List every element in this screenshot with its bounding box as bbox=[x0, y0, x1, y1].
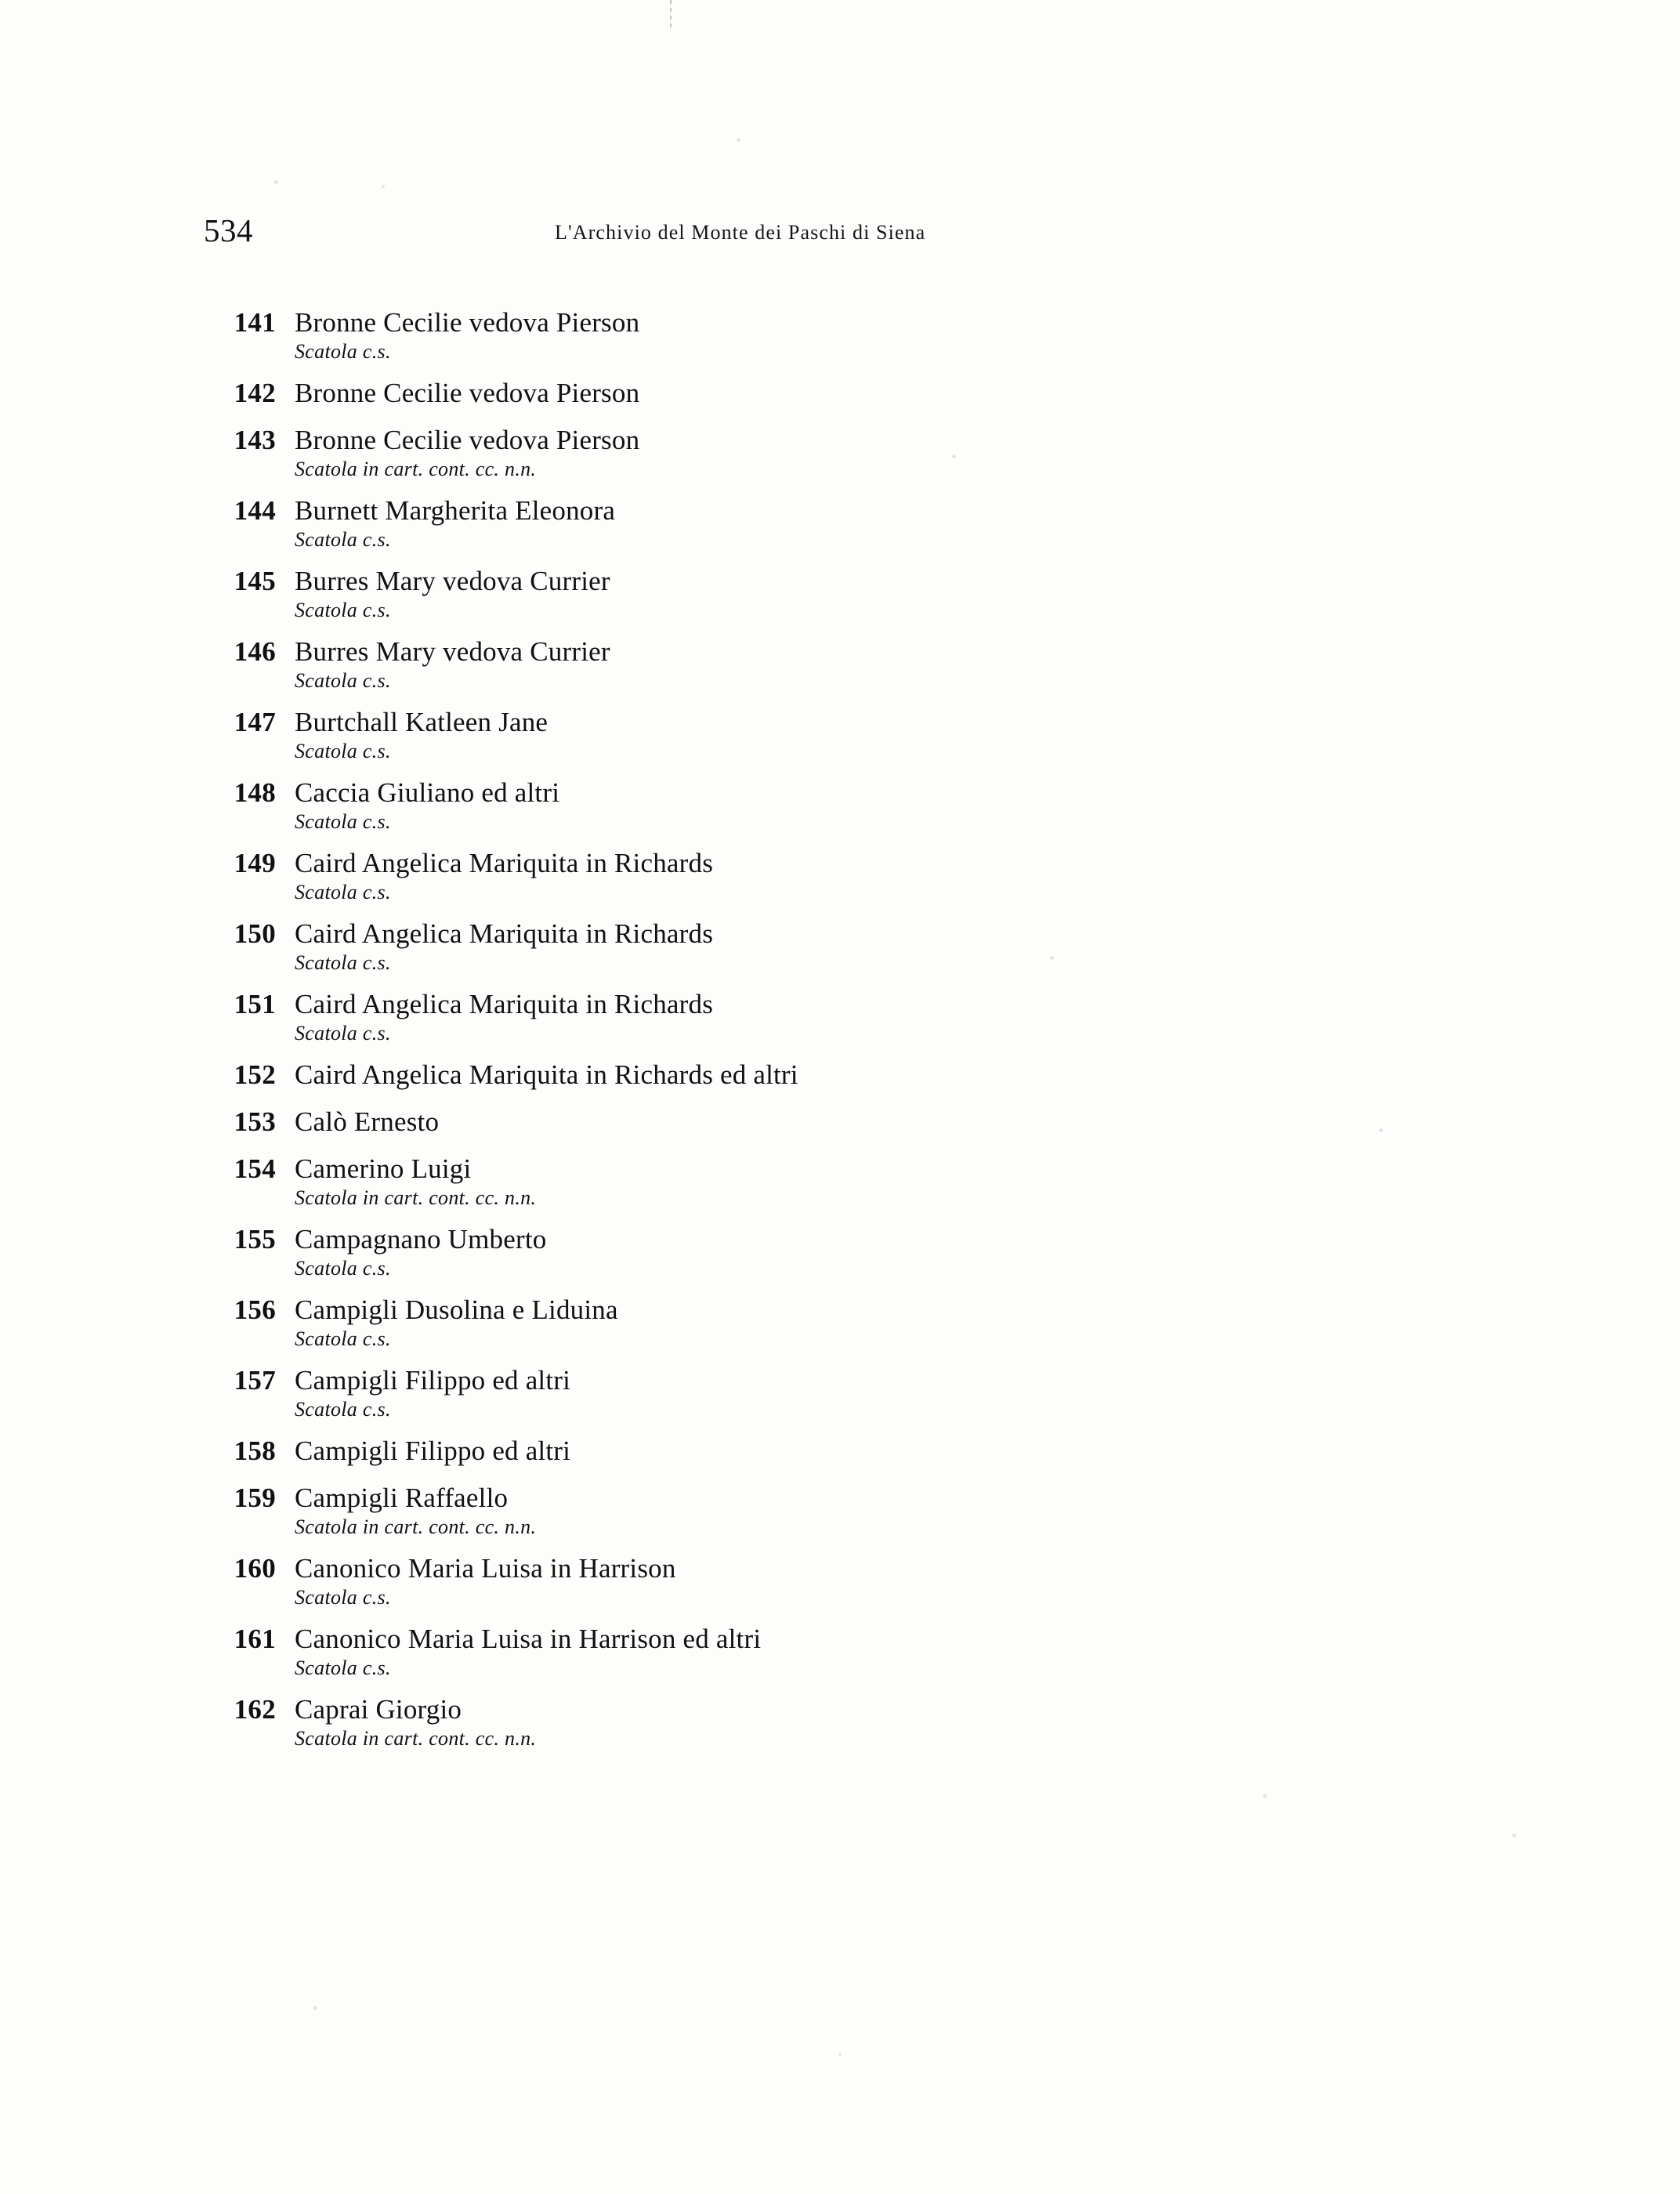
entry-main-line bbox=[204, 989, 1395, 1020]
running-head-title: L'Archivio del Monte dei Paschi di Siena bbox=[555, 221, 926, 244]
entry-title: Calò Ernesto bbox=[295, 1106, 440, 1137]
scan-artifact-dashed-line bbox=[670, 0, 672, 30]
entry-note: Scatola c.s. bbox=[295, 528, 391, 551]
entry-note: Scatola c.s. bbox=[295, 881, 391, 903]
entry-main-line bbox=[204, 1694, 1395, 1725]
scan-speck bbox=[952, 454, 956, 458]
entry-main-line bbox=[204, 918, 1395, 950]
entry-title: Caird Angelica Mariquita in Richards ed altri bbox=[295, 1059, 798, 1090]
entry-title: Campigli Raffaello bbox=[295, 1483, 509, 1513]
entry-title: Caird Angelica Mariquita in Richards bbox=[295, 848, 714, 878]
entry-note: Scatola c.s. bbox=[295, 951, 391, 974]
entry-number: 154 bbox=[234, 1153, 276, 1184]
entry-title: Campagnano Umberto bbox=[295, 1224, 547, 1254]
entry-number: 148 bbox=[234, 777, 276, 808]
entry-main-line bbox=[204, 1365, 1395, 1396]
entry-title: Campigli Filippo ed altri bbox=[295, 1436, 571, 1466]
scan-speck bbox=[1512, 1834, 1516, 1837]
entry-note: Scatola c.s. bbox=[295, 1656, 391, 1679]
catalog-entry bbox=[204, 989, 1395, 1045]
entry-number: 147 bbox=[234, 707, 276, 737]
running-head bbox=[204, 212, 1395, 259]
entry-title: Burtchall Katleen Jane bbox=[295, 707, 549, 737]
catalog-entry bbox=[204, 1694, 1395, 1750]
entry-main-line bbox=[204, 1436, 1395, 1467]
scan-speck bbox=[838, 2053, 842, 2056]
entry-note: Scatola c.s. bbox=[295, 340, 391, 363]
entry-title: Bronne Cecilie vedova Pierson bbox=[295, 425, 640, 455]
entry-number: 150 bbox=[234, 918, 276, 949]
catalog-entry bbox=[204, 495, 1395, 552]
entry-main-line bbox=[204, 566, 1395, 597]
entry-note: Scatola c.s. bbox=[295, 1586, 391, 1609]
scan-speck bbox=[382, 185, 385, 188]
entry-title: Burres Mary vedova Currier bbox=[295, 636, 610, 667]
entry-note: Scatola c.s. bbox=[295, 1398, 391, 1421]
entry-note: Scatola c.s. bbox=[295, 599, 391, 621]
catalog-entry bbox=[204, 307, 1395, 364]
entry-note: Scatola in cart. cont. cc. n.n. bbox=[295, 1515, 537, 1538]
entry-note: Scatola in cart. cont. cc. n.n. bbox=[295, 1186, 537, 1209]
entry-main-line bbox=[204, 1483, 1395, 1514]
entry-note: Scatola c.s. bbox=[295, 1257, 391, 1280]
entry-note: Scatola c.s. bbox=[295, 669, 391, 692]
entry-number: 162 bbox=[234, 1694, 276, 1725]
catalog-entry bbox=[204, 1553, 1395, 1609]
entry-main-line bbox=[204, 1224, 1395, 1255]
entry-main-line bbox=[204, 1553, 1395, 1584]
catalog-entry bbox=[204, 1153, 1395, 1210]
entry-note: Scatola in cart. cont. cc. n.n. bbox=[295, 1727, 537, 1750]
entry-title: Canonico Maria Luisa in Harrison bbox=[295, 1553, 676, 1584]
entry-number: 155 bbox=[234, 1224, 276, 1254]
catalog-entry bbox=[204, 1483, 1395, 1539]
entry-title: Canonico Maria Luisa in Harrison ed altri bbox=[295, 1624, 762, 1654]
catalog-entry bbox=[204, 1059, 1395, 1091]
catalog-entry bbox=[204, 1106, 1395, 1138]
catalog-entry bbox=[204, 1436, 1395, 1467]
entry-main-line bbox=[204, 707, 1395, 738]
catalog-entry bbox=[204, 1624, 1395, 1680]
page-number: 534 bbox=[204, 212, 253, 248]
entry-title: Campigli Filippo ed altri bbox=[295, 1365, 571, 1396]
entry-title: Bronne Cecilie vedova Pierson bbox=[295, 307, 640, 338]
entry-number: 161 bbox=[234, 1624, 276, 1654]
page-content bbox=[204, 212, 1395, 1765]
entry-list bbox=[204, 307, 1395, 1750]
entry-main-line bbox=[204, 425, 1395, 456]
catalog-entry bbox=[204, 777, 1395, 834]
entry-main-line bbox=[204, 1153, 1395, 1185]
entry-number: 145 bbox=[234, 566, 276, 596]
entry-main-line bbox=[204, 495, 1395, 527]
entry-title: Caird Angelica Mariquita in Richards bbox=[295, 918, 714, 949]
catalog-entry bbox=[204, 566, 1395, 622]
catalog-entry bbox=[204, 378, 1395, 409]
entry-note: Scatola c.s. bbox=[295, 1022, 391, 1045]
entry-number: 151 bbox=[234, 989, 276, 1019]
catalog-entry bbox=[204, 1365, 1395, 1421]
entry-title: Campigli Dusolina e Liduina bbox=[295, 1294, 618, 1325]
entry-title: Bronne Cecilie vedova Pierson bbox=[295, 378, 640, 408]
entry-main-line bbox=[204, 1059, 1395, 1091]
scan-speck bbox=[1263, 1794, 1267, 1798]
entry-number: 156 bbox=[234, 1294, 276, 1325]
entry-number: 153 bbox=[234, 1106, 276, 1137]
catalog-entry bbox=[204, 1294, 1395, 1351]
entry-note: Scatola c.s. bbox=[295, 810, 391, 833]
entry-main-line bbox=[204, 848, 1395, 879]
catalog-entry bbox=[204, 636, 1395, 693]
scan-speck bbox=[737, 138, 740, 142]
entry-number: 142 bbox=[234, 378, 276, 408]
entry-number: 141 bbox=[234, 307, 276, 338]
entry-number: 152 bbox=[234, 1059, 276, 1090]
entry-main-line bbox=[204, 1624, 1395, 1655]
catalog-entry bbox=[204, 707, 1395, 763]
entry-number: 144 bbox=[234, 495, 276, 526]
entry-main-line bbox=[204, 1294, 1395, 1326]
entry-note: Scatola c.s. bbox=[295, 740, 391, 762]
entry-title: Camerino Luigi bbox=[295, 1153, 472, 1184]
entry-note: Scatola in cart. cont. cc. n.n. bbox=[295, 458, 537, 480]
entry-number: 160 bbox=[234, 1553, 276, 1584]
entry-main-line bbox=[204, 378, 1395, 409]
catalog-entry bbox=[204, 848, 1395, 904]
scan-speck bbox=[1379, 1128, 1383, 1132]
entry-title: Caccia Giuliano ed altri bbox=[295, 777, 560, 808]
scan-speck bbox=[274, 180, 278, 184]
entry-main-line bbox=[204, 307, 1395, 339]
entry-number: 159 bbox=[234, 1483, 276, 1513]
catalog-entry bbox=[204, 918, 1395, 975]
catalog-entry bbox=[204, 1224, 1395, 1280]
entry-number: 158 bbox=[234, 1436, 276, 1466]
entry-number: 157 bbox=[234, 1365, 276, 1396]
scan-speck bbox=[313, 2006, 317, 2010]
entry-note: Scatola c.s. bbox=[295, 1327, 391, 1350]
entry-title: Burres Mary vedova Currier bbox=[295, 566, 610, 596]
entry-number: 149 bbox=[234, 848, 276, 878]
entry-title: Caird Angelica Mariquita in Richards bbox=[295, 989, 714, 1019]
catalog-entry bbox=[204, 425, 1395, 481]
scan-speck bbox=[1050, 956, 1054, 960]
entry-main-line bbox=[204, 777, 1395, 809]
entry-number: 143 bbox=[234, 425, 276, 455]
entry-title: Burnett Margherita Eleonora bbox=[295, 495, 616, 526]
entry-title: Caprai Giorgio bbox=[295, 1694, 462, 1725]
entry-number: 146 bbox=[234, 636, 276, 667]
entry-main-line bbox=[204, 636, 1395, 668]
entry-main-line bbox=[204, 1106, 1395, 1138]
